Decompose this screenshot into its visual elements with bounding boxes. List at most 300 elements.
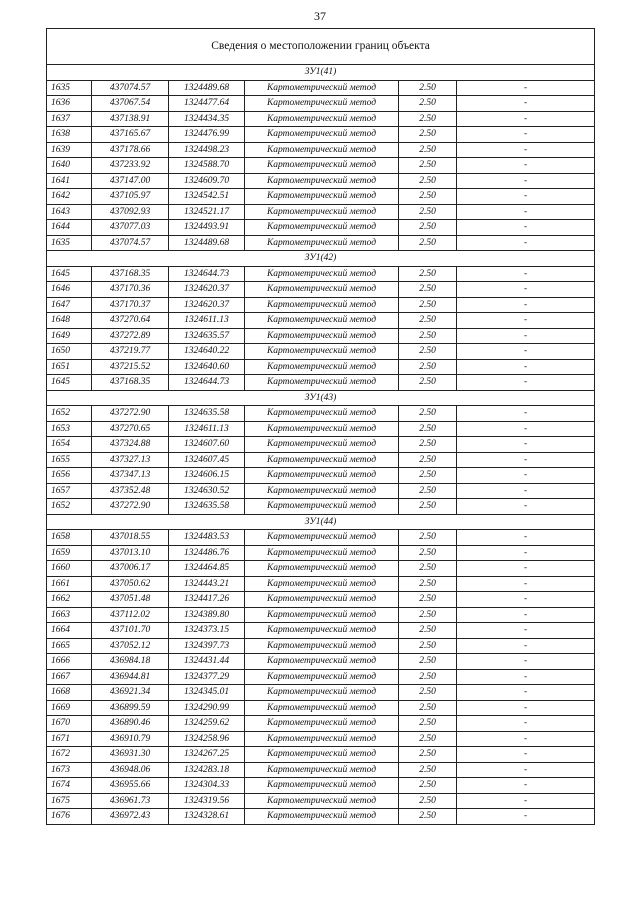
method-cell: Картометрический метод	[245, 607, 399, 623]
point-number-cell: 1639	[47, 142, 92, 158]
coordinate-y-cell: 1324443.21	[169, 576, 245, 592]
point-number-cell: 1665	[47, 638, 92, 654]
method-cell: Картометрический метод	[245, 592, 399, 608]
coordinate-y-cell: 1324620.37	[169, 297, 245, 313]
point-number-cell: 1672	[47, 747, 92, 763]
description-cell: -	[457, 561, 595, 577]
description-cell: -	[457, 189, 595, 205]
coordinate-x-cell: 437215.52	[92, 359, 169, 375]
method-cell: Картометрический метод	[245, 731, 399, 747]
section-header-row	[47, 514, 595, 530]
point-number-cell: 1635	[47, 235, 92, 251]
accuracy-cell: 2.50	[399, 406, 457, 422]
point-number-cell: 1660	[47, 561, 92, 577]
coordinate-y-cell: 1324609.70	[169, 173, 245, 189]
coordinate-y-cell: 1324389.80	[169, 607, 245, 623]
point-number-cell: 1646	[47, 282, 92, 298]
description-cell: -	[457, 654, 595, 670]
coordinate-x-cell: 437051.48	[92, 592, 169, 608]
point-number-cell: 1657	[47, 483, 92, 499]
coordinate-x-cell: 437077.03	[92, 220, 169, 236]
coordinate-y-cell: 1324611.13	[169, 421, 245, 437]
table-row	[47, 793, 595, 809]
accuracy-cell: 2.50	[399, 468, 457, 484]
table-row	[47, 638, 595, 654]
coordinate-y-cell: 1324521.17	[169, 204, 245, 220]
description-cell: -	[457, 220, 595, 236]
table-row	[47, 266, 595, 282]
table-row	[47, 359, 595, 375]
description-cell: -	[457, 685, 595, 701]
coordinate-y-cell: 1324607.45	[169, 452, 245, 468]
table-row	[47, 778, 595, 794]
method-cell: Картометрический метод	[245, 158, 399, 174]
description-cell: -	[457, 576, 595, 592]
accuracy-cell: 2.50	[399, 437, 457, 453]
point-number-cell: 1676	[47, 809, 92, 825]
point-number-cell: 1663	[47, 607, 92, 623]
coordinate-y-cell: 1324431.44	[169, 654, 245, 670]
accuracy-cell: 2.50	[399, 592, 457, 608]
section-label: ЗУ1(44)	[47, 514, 595, 530]
coordinate-y-cell: 1324304.33	[169, 778, 245, 794]
coordinate-y-cell: 1324259.62	[169, 716, 245, 732]
accuracy-cell: 2.50	[399, 545, 457, 561]
coordinate-y-cell: 1324345.01	[169, 685, 245, 701]
method-cell: Картометрический метод	[245, 545, 399, 561]
section-header-row	[47, 390, 595, 406]
point-number-cell: 1640	[47, 158, 92, 174]
point-number-cell: 1637	[47, 111, 92, 127]
description-cell: -	[457, 297, 595, 313]
table-row	[47, 499, 595, 515]
point-number-cell: 1675	[47, 793, 92, 809]
point-number-cell: 1647	[47, 297, 92, 313]
accuracy-cell: 2.50	[399, 282, 457, 298]
point-number-cell: 1643	[47, 204, 92, 220]
table-row	[47, 654, 595, 670]
description-cell: -	[457, 437, 595, 453]
section-header-row	[47, 251, 595, 267]
coordinate-y-cell: 1324498.23	[169, 142, 245, 158]
table-row	[47, 189, 595, 205]
coordinate-x-cell: 437052.12	[92, 638, 169, 654]
coordinate-x-cell: 437147.00	[92, 173, 169, 189]
method-cell: Картометрический метод	[245, 452, 399, 468]
coordinate-y-cell: 1324373.15	[169, 623, 245, 639]
description-cell: -	[457, 499, 595, 515]
point-number-cell: 1648	[47, 313, 92, 329]
accuracy-cell: 2.50	[399, 375, 457, 391]
point-number-cell: 1671	[47, 731, 92, 747]
method-cell: Картометрический метод	[245, 235, 399, 251]
method-cell: Картометрический метод	[245, 297, 399, 313]
accuracy-cell: 2.50	[399, 716, 457, 732]
description-cell: -	[457, 638, 595, 654]
point-number-cell: 1658	[47, 530, 92, 546]
table-row	[47, 468, 595, 484]
coordinate-x-cell: 436944.81	[92, 669, 169, 685]
accuracy-cell: 2.50	[399, 654, 457, 670]
accuracy-cell: 2.50	[399, 313, 457, 329]
coordinate-x-cell: 437018.55	[92, 530, 169, 546]
table-row	[47, 96, 595, 112]
coordinate-y-cell: 1324493.91	[169, 220, 245, 236]
accuracy-cell: 2.50	[399, 235, 457, 251]
accuracy-cell: 2.50	[399, 127, 457, 143]
coordinate-y-cell: 1324489.68	[169, 80, 245, 96]
table-row	[47, 421, 595, 437]
coordinate-x-cell: 437112.02	[92, 607, 169, 623]
description-cell: -	[457, 731, 595, 747]
accuracy-cell: 2.50	[399, 452, 457, 468]
table-row	[47, 111, 595, 127]
method-cell: Картометрический метод	[245, 530, 399, 546]
accuracy-cell: 2.50	[399, 142, 457, 158]
coordinate-y-cell: 1324476.99	[169, 127, 245, 143]
table-row	[47, 592, 595, 608]
method-cell: Картометрический метод	[245, 282, 399, 298]
point-number-cell: 1654	[47, 437, 92, 453]
table-row	[47, 127, 595, 143]
coordinate-x-cell: 436910.79	[92, 731, 169, 747]
description-cell: -	[457, 96, 595, 112]
method-cell: Картометрический метод	[245, 344, 399, 360]
point-number-cell: 1673	[47, 762, 92, 778]
coordinate-y-cell: 1324611.13	[169, 313, 245, 329]
description-cell: -	[457, 406, 595, 422]
table-row	[47, 483, 595, 499]
method-cell: Картометрический метод	[245, 421, 399, 437]
coordinate-x-cell: 437352.48	[92, 483, 169, 499]
description-cell: -	[457, 545, 595, 561]
accuracy-cell: 2.50	[399, 220, 457, 236]
description-cell: -	[457, 127, 595, 143]
method-cell: Картометрический метод	[245, 778, 399, 794]
coordinate-x-cell: 436948.06	[92, 762, 169, 778]
coordinate-x-cell: 436890.46	[92, 716, 169, 732]
method-cell: Картометрический метод	[245, 793, 399, 809]
point-number-cell: 1645	[47, 375, 92, 391]
point-number-cell: 1644	[47, 220, 92, 236]
accuracy-cell: 2.50	[399, 607, 457, 623]
table-row	[47, 406, 595, 422]
description-cell: -	[457, 778, 595, 794]
accuracy-cell: 2.50	[399, 483, 457, 499]
method-cell: Картометрический метод	[245, 669, 399, 685]
coordinate-y-cell: 1324258.96	[169, 731, 245, 747]
description-cell: -	[457, 328, 595, 344]
coordinate-x-cell: 436972.43	[92, 809, 169, 825]
description-cell: -	[457, 80, 595, 96]
coordinate-x-cell: 436984.18	[92, 654, 169, 670]
table-title-row	[47, 29, 595, 65]
coordinate-y-cell: 1324640.22	[169, 344, 245, 360]
table-row	[47, 452, 595, 468]
coordinate-x-cell: 437272.90	[92, 499, 169, 515]
coordinate-x-cell: 437074.57	[92, 235, 169, 251]
accuracy-cell: 2.50	[399, 793, 457, 809]
coordinate-x-cell: 437105.97	[92, 189, 169, 205]
method-cell: Картометрический метод	[245, 747, 399, 763]
coordinate-x-cell: 437165.67	[92, 127, 169, 143]
accuracy-cell: 2.50	[399, 189, 457, 205]
accuracy-cell: 2.50	[399, 576, 457, 592]
coordinate-x-cell: 437138.91	[92, 111, 169, 127]
table-row	[47, 344, 595, 360]
section-label: ЗУ1(43)	[47, 390, 595, 406]
description-cell: -	[457, 747, 595, 763]
coordinate-y-cell: 1324483.53	[169, 530, 245, 546]
description-cell: -	[457, 607, 595, 623]
accuracy-cell: 2.50	[399, 80, 457, 96]
table-row	[47, 669, 595, 685]
coordinate-x-cell: 437092.93	[92, 204, 169, 220]
point-number-cell: 1645	[47, 266, 92, 282]
description-cell: -	[457, 375, 595, 391]
coordinate-x-cell: 437347.13	[92, 468, 169, 484]
description-cell: -	[457, 700, 595, 716]
table-row	[47, 623, 595, 639]
table-row	[47, 762, 595, 778]
coordinate-y-cell: 1324434.35	[169, 111, 245, 127]
coordinate-x-cell: 436921.34	[92, 685, 169, 701]
coordinate-x-cell: 436899.59	[92, 700, 169, 716]
coordinate-y-cell: 1324328.61	[169, 809, 245, 825]
table-row	[47, 576, 595, 592]
table-row	[47, 809, 595, 825]
table-row	[47, 235, 595, 251]
point-number-cell: 1674	[47, 778, 92, 794]
point-number-cell: 1670	[47, 716, 92, 732]
table-row	[47, 561, 595, 577]
coordinate-y-cell: 1324417.26	[169, 592, 245, 608]
table-row	[47, 437, 595, 453]
point-number-cell: 1653	[47, 421, 92, 437]
table-row	[47, 313, 595, 329]
description-cell: -	[457, 266, 595, 282]
coordinate-x-cell: 436961.73	[92, 793, 169, 809]
description-cell: -	[457, 623, 595, 639]
point-number-cell: 1652	[47, 499, 92, 515]
point-number-cell: 1638	[47, 127, 92, 143]
table-body	[47, 29, 595, 825]
table-row	[47, 375, 595, 391]
accuracy-cell: 2.50	[399, 530, 457, 546]
description-cell: -	[457, 344, 595, 360]
table-row	[47, 204, 595, 220]
coordinate-y-cell: 1324489.68	[169, 235, 245, 251]
coordinate-y-cell: 1324397.73	[169, 638, 245, 654]
coordinate-x-cell: 437013.10	[92, 545, 169, 561]
method-cell: Картометрический метод	[245, 80, 399, 96]
point-number-cell: 1668	[47, 685, 92, 701]
table-row	[47, 607, 595, 623]
coordinate-x-cell: 437170.37	[92, 297, 169, 313]
coordinate-x-cell: 437168.35	[92, 375, 169, 391]
description-cell: -	[457, 173, 595, 189]
accuracy-cell: 2.50	[399, 638, 457, 654]
coordinate-x-cell: 437219.77	[92, 344, 169, 360]
description-cell: -	[457, 359, 595, 375]
method-cell: Картометрический метод	[245, 204, 399, 220]
method-cell: Картометрический метод	[245, 762, 399, 778]
accuracy-cell: 2.50	[399, 809, 457, 825]
coordinate-x-cell: 437050.62	[92, 576, 169, 592]
coordinate-y-cell: 1324620.37	[169, 282, 245, 298]
method-cell: Картометрический метод	[245, 359, 399, 375]
description-cell: -	[457, 452, 595, 468]
coordinate-x-cell: 437006.17	[92, 561, 169, 577]
coordinate-y-cell: 1324290.99	[169, 700, 245, 716]
table-title: Сведения о местоположении границ объекта	[47, 29, 595, 65]
accuracy-cell: 2.50	[399, 762, 457, 778]
description-cell: -	[457, 111, 595, 127]
coordinate-y-cell: 1324319.56	[169, 793, 245, 809]
coordinate-y-cell: 1324377.29	[169, 669, 245, 685]
coordinate-x-cell: 437272.90	[92, 406, 169, 422]
accuracy-cell: 2.50	[399, 328, 457, 344]
description-cell: -	[457, 282, 595, 298]
point-number-cell: 1649	[47, 328, 92, 344]
accuracy-cell: 2.50	[399, 778, 457, 794]
coordinate-x-cell: 437074.57	[92, 80, 169, 96]
coordinate-y-cell: 1324635.58	[169, 406, 245, 422]
coordinate-x-cell: 437067.54	[92, 96, 169, 112]
coordinate-y-cell: 1324606.15	[169, 468, 245, 484]
point-number-cell: 1635	[47, 80, 92, 96]
method-cell: Картометрический метод	[245, 685, 399, 701]
method-cell: Картометрический метод	[245, 406, 399, 422]
description-cell: -	[457, 669, 595, 685]
section-label: ЗУ1(42)	[47, 251, 595, 267]
boundary-table	[46, 28, 595, 825]
method-cell: Картометрический метод	[245, 576, 399, 592]
method-cell: Картометрический метод	[245, 220, 399, 236]
accuracy-cell: 2.50	[399, 747, 457, 763]
accuracy-cell: 2.50	[399, 359, 457, 375]
coordinate-y-cell: 1324644.73	[169, 266, 245, 282]
coordinate-y-cell: 1324267.25	[169, 747, 245, 763]
point-number-cell: 1661	[47, 576, 92, 592]
point-number-cell: 1664	[47, 623, 92, 639]
accuracy-cell: 2.50	[399, 111, 457, 127]
method-cell: Картометрический метод	[245, 111, 399, 127]
coordinate-x-cell: 437272.89	[92, 328, 169, 344]
coordinate-y-cell: 1324640.60	[169, 359, 245, 375]
point-number-cell: 1642	[47, 189, 92, 205]
coordinate-y-cell: 1324635.57	[169, 328, 245, 344]
table-row	[47, 282, 595, 298]
coordinate-y-cell: 1324477.64	[169, 96, 245, 112]
table-row	[47, 173, 595, 189]
method-cell: Картометрический метод	[245, 623, 399, 639]
accuracy-cell: 2.50	[399, 623, 457, 639]
method-cell: Картометрический метод	[245, 716, 399, 732]
table-row	[47, 716, 595, 732]
method-cell: Картометрический метод	[245, 173, 399, 189]
page-number: 37	[314, 9, 326, 23]
coordinate-x-cell: 437270.65	[92, 421, 169, 437]
method-cell: Картометрический метод	[245, 437, 399, 453]
point-number-cell: 1650	[47, 344, 92, 360]
section-header-row	[47, 65, 595, 81]
coordinate-x-cell: 437270.64	[92, 313, 169, 329]
section-label: ЗУ1(41)	[47, 65, 595, 81]
method-cell: Картометрический метод	[245, 328, 399, 344]
accuracy-cell: 2.50	[399, 561, 457, 577]
coordinate-y-cell: 1324283.18	[169, 762, 245, 778]
coordinate-y-cell: 1324486.76	[169, 545, 245, 561]
description-cell: -	[457, 313, 595, 329]
description-cell: -	[457, 716, 595, 732]
coordinate-y-cell: 1324644.73	[169, 375, 245, 391]
point-number-cell: 1651	[47, 359, 92, 375]
point-number-cell: 1636	[47, 96, 92, 112]
coordinate-y-cell: 1324635.58	[169, 499, 245, 515]
table-row	[47, 747, 595, 763]
accuracy-cell: 2.50	[399, 297, 457, 313]
table-row	[47, 297, 595, 313]
method-cell: Картометрический метод	[245, 654, 399, 670]
coordinate-x-cell: 437178.66	[92, 142, 169, 158]
method-cell: Картометрический метод	[245, 375, 399, 391]
description-cell: -	[457, 793, 595, 809]
accuracy-cell: 2.50	[399, 96, 457, 112]
accuracy-cell: 2.50	[399, 173, 457, 189]
accuracy-cell: 2.50	[399, 266, 457, 282]
coordinate-y-cell: 1324464.85	[169, 561, 245, 577]
coordinate-x-cell: 437233.92	[92, 158, 169, 174]
description-cell: -	[457, 809, 595, 825]
accuracy-cell: 2.50	[399, 499, 457, 515]
coordinate-x-cell: 437324.88	[92, 437, 169, 453]
method-cell: Картометрический метод	[245, 700, 399, 716]
point-number-cell: 1656	[47, 468, 92, 484]
description-cell: -	[457, 530, 595, 546]
method-cell: Картометрический метод	[245, 468, 399, 484]
method-cell: Картометрический метод	[245, 266, 399, 282]
table-row	[47, 142, 595, 158]
point-number-cell: 1652	[47, 406, 92, 422]
description-cell: -	[457, 468, 595, 484]
table-row	[47, 220, 595, 236]
table-row	[47, 80, 595, 96]
table-row	[47, 328, 595, 344]
accuracy-cell: 2.50	[399, 204, 457, 220]
method-cell: Картометрический метод	[245, 561, 399, 577]
coordinate-x-cell: 437168.35	[92, 266, 169, 282]
coordinate-y-cell: 1324588.70	[169, 158, 245, 174]
point-number-cell: 1641	[47, 173, 92, 189]
point-number-cell: 1667	[47, 669, 92, 685]
method-cell: Картометрический метод	[245, 127, 399, 143]
point-number-cell: 1655	[47, 452, 92, 468]
description-cell: -	[457, 483, 595, 499]
description-cell: -	[457, 204, 595, 220]
description-cell: -	[457, 762, 595, 778]
description-cell: -	[457, 235, 595, 251]
coordinate-x-cell: 436955.66	[92, 778, 169, 794]
table-row	[47, 158, 595, 174]
table-row	[47, 530, 595, 546]
method-cell: Картометрический метод	[245, 499, 399, 515]
method-cell: Картометрический метод	[245, 189, 399, 205]
method-cell: Картометрический метод	[245, 313, 399, 329]
coordinate-x-cell: 437170.36	[92, 282, 169, 298]
accuracy-cell: 2.50	[399, 731, 457, 747]
coordinate-y-cell: 1324630.52	[169, 483, 245, 499]
